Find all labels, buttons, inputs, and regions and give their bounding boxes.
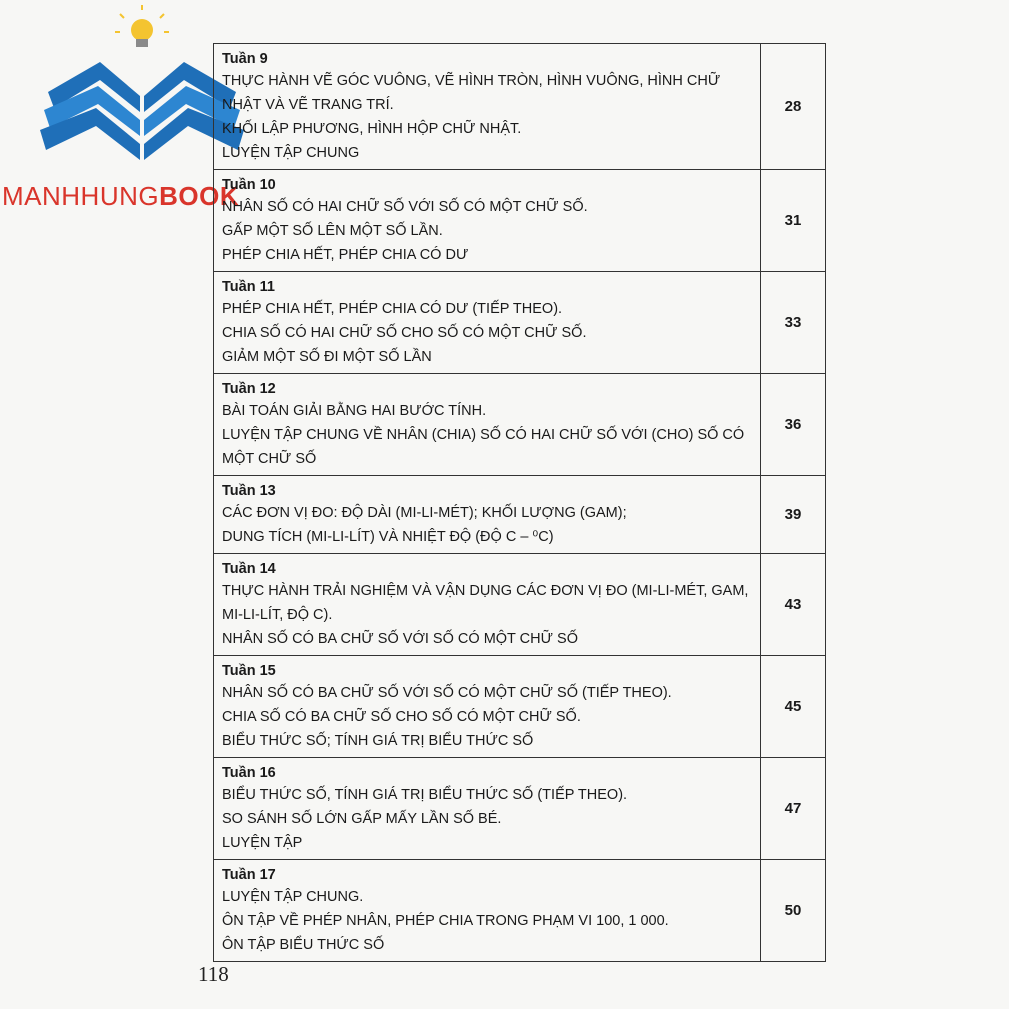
lesson-title: CHIA SỐ CÓ HAI CHỮ SỐ CHO SỐ CÓ MỘT CHỮ SỐ.: [222, 325, 587, 341]
lesson-title: PHÉP CHIA HẾT, PHÉP CHIA CÓ DƯ (TIẾP THEO).: [222, 301, 563, 317]
lesson-title: PHÉP CHIA HẾT, PHÉP CHIA CÓ DƯ: [222, 247, 469, 263]
toc-entry-content: [214, 272, 761, 374]
toc-page-number: 50: [761, 860, 826, 962]
week-title: Tuần 16: [222, 765, 276, 781]
lesson-title: LUYỆN TẬP CHUNG: [222, 145, 360, 161]
lesson-title: NHÂN SỐ CÓ HAI CHỮ SỐ VỚI SỐ CÓ MỘT CHỮ SỐ.: [222, 199, 588, 215]
lesson-title: DUNG TÍCH (MI-LI-LÍT) VÀ NHIỆT ĐỘ (ĐỘ C – ⁰C): [222, 529, 554, 545]
page-number: 118: [198, 962, 229, 986]
lesson-title: NHÂN SỐ CÓ BA CHỮ SỐ VỚI SỐ CÓ MỘT CHỮ SỐ: [222, 631, 578, 647]
toc-row: [214, 758, 826, 860]
lesson-title: THỰC HÀNH VẼ GÓC VUÔNG, VẼ HÌNH TRÒN, HÌNH VUÔNG, HÌNH CHỮ NHẬT VÀ VẼ TRANG TRÍ.: [222, 73, 721, 113]
lesson-title: BIỂU THỨC SỐ; TÍNH GIÁ TRỊ BIỂU THỨC SỐ: [222, 733, 534, 749]
week-title: Tuần 9: [222, 51, 268, 67]
toc-row: [214, 272, 826, 374]
toc-page-number: 28: [761, 44, 826, 170]
week-title: Tuần 11: [222, 279, 275, 295]
week-title: Tuần 12: [222, 381, 276, 397]
lightbulb-icon: [115, 5, 169, 47]
toc-entry-content: [214, 554, 761, 656]
table-of-contents: [213, 43, 826, 962]
toc-row: [214, 476, 826, 554]
toc-page-number: 39: [761, 476, 826, 554]
brand-name-part1: MANHHUNG: [2, 181, 160, 211]
toc-row: [214, 374, 826, 476]
toc-page-number: 43: [761, 554, 826, 656]
week-title: Tuần 17: [222, 867, 276, 883]
week-title: Tuần 15: [222, 663, 276, 679]
toc-entry-content: [214, 476, 761, 554]
toc-entry-content: [214, 44, 761, 170]
lesson-title: CÁC ĐƠN VỊ ĐO: ĐỘ DÀI (MI-LI-MÉT); KHỐI LƯỢNG (GAM);: [222, 505, 627, 521]
brand-name-part2: BOOK: [159, 181, 240, 211]
lesson-title: LUYỆN TẬP CHUNG.: [222, 889, 364, 905]
lesson-title: CHIA SỐ CÓ BA CHỮ SỐ CHO SỐ CÓ MỘT CHỮ SỐ.: [222, 709, 581, 725]
lesson-title: ÔN TẬP BIỂU THỨC SỐ: [222, 937, 385, 953]
toc-page-number: 45: [761, 656, 826, 758]
toc-page-number: 36: [761, 374, 826, 476]
lesson-title: LUYỆN TẬP: [222, 835, 303, 851]
brand-name: [2, 183, 239, 209]
week-title: Tuần 14: [222, 561, 276, 577]
lesson-title: LUYỆN TẬP CHUNG VỀ NHÂN (CHIA) SỐ CÓ HAI CHỮ SỐ VỚI (CHO) SỐ CÓ MỘT CHỮ SỐ: [222, 427, 745, 467]
toc-entry-content: [214, 374, 761, 476]
toc-entry-content: [214, 170, 761, 272]
lesson-title: BÀI TOÁN GIẢI BẰNG HAI BƯỚC TÍNH.: [222, 403, 487, 419]
lesson-title: THỰC HÀNH TRẢI NGHIỆM VÀ VẬN DỤNG CÁC ĐƠN VỊ ĐO (MI-LI-MÉT, GAM, MI-LI-LÍT, ĐỘ C).: [222, 583, 749, 623]
toc-page-number: 47: [761, 758, 826, 860]
lesson-title: SO SÁNH SỐ LỚN GẤP MẤY LẦN SỐ BÉ.: [222, 811, 502, 827]
toc-page-number: 33: [761, 272, 826, 374]
lesson-title: GIẢM MỘT SỐ ĐI MỘT SỐ LẦN: [222, 349, 432, 365]
toc-row: [214, 44, 826, 170]
lesson-title: ÔN TẬP VỀ PHÉP NHÂN, PHÉP CHIA TRONG PHẠM VI 100, 1 000.: [222, 913, 669, 929]
week-title: Tuần 13: [222, 483, 276, 499]
toc-row: [214, 860, 826, 962]
toc-entry-content: [214, 860, 761, 962]
week-title: Tuần 10: [222, 177, 276, 193]
lesson-title: KHỐI LẬP PHƯƠNG, HÌNH HỘP CHỮ NHẬT.: [222, 121, 522, 137]
toc-row: [214, 554, 826, 656]
toc-entry-content: [214, 656, 761, 758]
toc-row: [214, 170, 826, 272]
toc-entry-content: [214, 758, 761, 860]
lesson-title: NHÂN SỐ CÓ BA CHỮ SỐ VỚI SỐ CÓ MỘT CHỮ SỐ (TIẾP THEO).: [222, 685, 672, 701]
lesson-title: BIỂU THỨC SỐ, TÍNH GIÁ TRỊ BIỂU THỨC SỐ (TIẾP THEO).: [222, 787, 628, 803]
toc-row: [214, 656, 826, 758]
toc-page-number: 31: [761, 170, 826, 272]
lesson-title: GẤP MỘT SỐ LÊN MỘT SỐ LẦN.: [222, 223, 443, 239]
